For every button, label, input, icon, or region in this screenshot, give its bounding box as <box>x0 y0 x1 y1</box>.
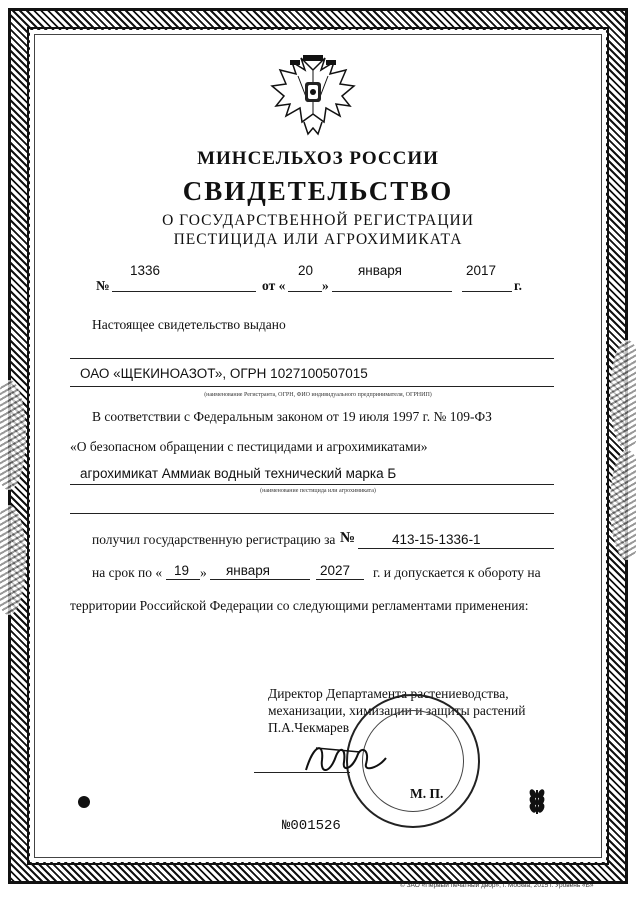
law-reference: В соответствии с Федеральным законом от 19 июля 1997 г. № 109-ФЗ <box>92 409 492 424</box>
registration-month: января <box>358 263 402 278</box>
issued-blank-line <box>70 358 554 359</box>
registration-number: 1336 <box>130 263 161 278</box>
document-title: СВИДЕТЕЛЬСТВО <box>182 176 454 206</box>
recipient-underline <box>70 386 554 387</box>
director-title-line-2: механизации, химизации и защиты растений <box>268 703 526 718</box>
state-registration-underline <box>358 548 554 549</box>
director-name: П.А.Чекмарев <box>268 720 350 735</box>
term-day: 19 <box>174 563 190 578</box>
registration-number-label: № <box>96 278 110 293</box>
term-year-underline <box>316 579 364 580</box>
product-underline <box>70 484 554 485</box>
registration-day-close: » <box>322 278 329 293</box>
director-title-line-1: Директор Департамента растениеводства, <box>268 686 509 701</box>
recipient-caption: (наименование Регистранта, ОГРН, ФИО индивидуального предпринимателя, ОГРНИП) <box>204 392 432 398</box>
subtitle-line-2: ПЕСТИЦИДА ИЛИ АГРОХИМИКАТА <box>173 231 463 248</box>
state-registration-label: получил государственную регистрацию за <box>92 532 336 547</box>
territory-line: территории Российской Федерации со следующими регламентами применения: <box>70 598 529 613</box>
registration-year: 2017 <box>466 263 497 278</box>
issued-label: Настоящее свидетельство выдано <box>92 317 286 332</box>
signature-underline <box>254 772 350 773</box>
handwritten-signature <box>300 740 390 780</box>
term-day-close: » <box>200 565 207 580</box>
ministry-name: МИНСЕЛЬХОЗ РОССИИ <box>197 148 439 169</box>
printer-note: © ЗАО «Первый печатный двор», г. Москва, 2015 г. Уровень «Б» <box>400 882 594 889</box>
registration-day-underline <box>288 291 322 292</box>
term-month-underline <box>210 579 310 580</box>
registration-month-underline <box>332 291 452 292</box>
registration-year-underline <box>462 291 512 292</box>
subtitle-line-1: О ГОСУДАРСТВЕННОЙ РЕГИСТРАЦИИ <box>162 212 474 229</box>
certificate-serial: №001526 <box>282 818 341 834</box>
term-year: 2027 <box>320 563 351 578</box>
registration-day: 20 <box>298 263 314 278</box>
product-name: агрохимикат Аммиак водный технический марка Б <box>80 466 397 481</box>
registration-number-underline <box>112 291 256 292</box>
product-caption: (наименование пестицида или агрохимиката) <box>260 488 376 494</box>
wheat-ear-icon <box>524 786 550 816</box>
term-tail: г. и допускается к обороту на <box>373 565 541 580</box>
law-title: «О безопасном обращении с пестицидами и агрохимикатами» <box>70 439 428 454</box>
term-day-underline <box>166 579 200 580</box>
term-label: на срок по « <box>92 565 163 580</box>
state-registration-number: 413-15-1336-1 <box>392 532 481 547</box>
registration-year-suffix: г. <box>514 278 522 293</box>
product-blank-line <box>70 513 554 514</box>
term-month: января <box>226 563 270 578</box>
border-ornament-right-2 <box>610 450 636 560</box>
bullet-dot <box>78 796 90 808</box>
coat-of-arms-icon <box>268 52 358 138</box>
recipient-name: ОАО «ЩЕКИНОАЗОТ», ОГРН 1027100507015 <box>80 366 368 381</box>
state-registration-number-label: № <box>340 530 356 546</box>
stamp-place-mark: М. П. <box>410 786 444 801</box>
registration-from-label: от « <box>262 278 286 293</box>
